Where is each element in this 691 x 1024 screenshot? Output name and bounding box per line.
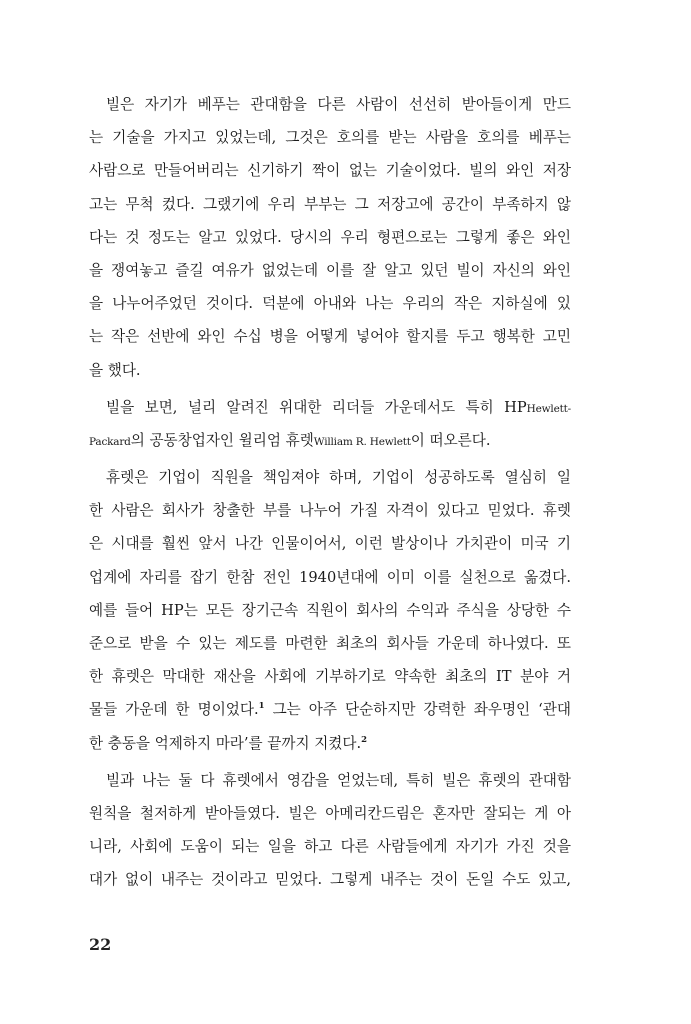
paragraph-1	[89, 88, 571, 387]
text-line: 준으로 받을 수 있는 제도를 마련한 최초의 회사들 가운데 하나였다. 또	[89, 635, 571, 652]
english-name-small: Packard	[89, 435, 131, 448]
text-run: 물들 가운데 한 명이었다.	[89, 701, 259, 719]
body-text	[89, 88, 571, 897]
page-number: 22	[89, 935, 112, 954]
text-run: 이 떠오른다.	[410, 431, 491, 449]
text-line	[89, 391, 571, 424]
text-line: 한 휴렛은 막대한 재산을 사회에 기부하기로 약속한 최초의 IT 분야 거	[89, 668, 571, 686]
text-line: 한 사람은 회사가 창출한 부를 나누어 가질 자격이 있다고 믿었다. 휴렛	[89, 502, 571, 520]
text-line: 니라, 사회에 도움이 되는 일을 하고 다른 사람들에게 자기가 가진 것을	[89, 838, 571, 856]
text-line: 예를 들어 HP는 모든 장기근속 직원이 회사의 수익과 주식을 상당한 수	[89, 601, 571, 619]
english-name-small: William R. Hewlett	[313, 435, 411, 448]
text-line: 사람으로 만들어버리는 신기하기 짝이 없는 기술이었다. 빌의 와인 저장	[89, 162, 571, 180]
paragraph-2	[89, 391, 571, 457]
text-line: 는 작은 선반에 와인 수십 병을 어떻게 넣어야 할지를 두고 행복한 고민	[89, 328, 571, 346]
text-run: 의 공동창업자인 윌리엄 휴렛	[130, 431, 314, 449]
text-line: 는 기술을 가지고 있었는데, 그것은 호의를 받는 사람을 호의를 베푸는	[89, 129, 571, 147]
text-line: 을 나누어주었던 것이다. 덕분에 아내와 나는 우리의 작은 지하실에 있	[89, 295, 571, 313]
english-name-small: Hewlett-	[526, 402, 571, 415]
text-line	[89, 424, 571, 457]
paragraph-3	[89, 461, 571, 760]
text-run: 그는 아주 단순하지만 강력한 좌우명인 ‘관대	[264, 701, 571, 719]
text-line: 을 했다.	[89, 361, 141, 379]
text-line: 다는 것 정도는 알고 있었다. 당시의 우리 형편으로는 그렇게 좋은 와인	[89, 228, 571, 246]
footnote-marker[interactable]: 1	[258, 701, 265, 712]
text-line: 고는 무척 컸다. 그랬기에 우리 부부는 그 저장고에 공간이 부족하지 않	[89, 195, 571, 213]
text-line: 빌은 자기가 베푸는 관대함을 다른 사람이 선선히 받아들이게 만드	[106, 96, 571, 113]
text-run: 한 충동을 억제하지 마라’를 끝까지 지켰다.	[89, 734, 362, 752]
text-line: 원칙을 철저하게 받아들였다. 빌은 아메리칸드림은 혼자만 잘되는 게 아	[89, 804, 571, 822]
text-line: 업계에 자리를 잡기 한참 전인 1940년대에 이미 이를 실천으로 옮겼다.	[89, 568, 571, 586]
text-line: 은 시대를 훨씬 앞서 나간 인물이어서, 이런 발상이나 가치관이 미국 기	[89, 535, 571, 553]
text-run: 빌을 보면, 널리 알려진 위대한 리더들 가운데서도 특히 HP	[106, 398, 527, 416]
text-line	[89, 693, 571, 726]
text-line: 을 쟁여놓고 즐길 여유가 없었는데 이를 잘 알고 있던 빌이 자신의 와인	[89, 261, 571, 279]
paragraph-4	[89, 764, 571, 897]
footnote-marker[interactable]: 2	[361, 734, 368, 745]
text-line: 휴렛은 기업이 직원을 책임져야 하며, 기업이 성공하도록 열심히 일	[106, 469, 571, 487]
text-line: 빌과 나는 둘 다 휴렛에서 영감을 얻었는데, 특히 빌은 휴렛의 관대함	[106, 771, 571, 789]
text-line	[89, 727, 571, 760]
text-line: 대가 없이 내주는 것이라고 믿었다. 그렇게 내주는 것이 돈일 수도 있고,	[89, 871, 571, 889]
